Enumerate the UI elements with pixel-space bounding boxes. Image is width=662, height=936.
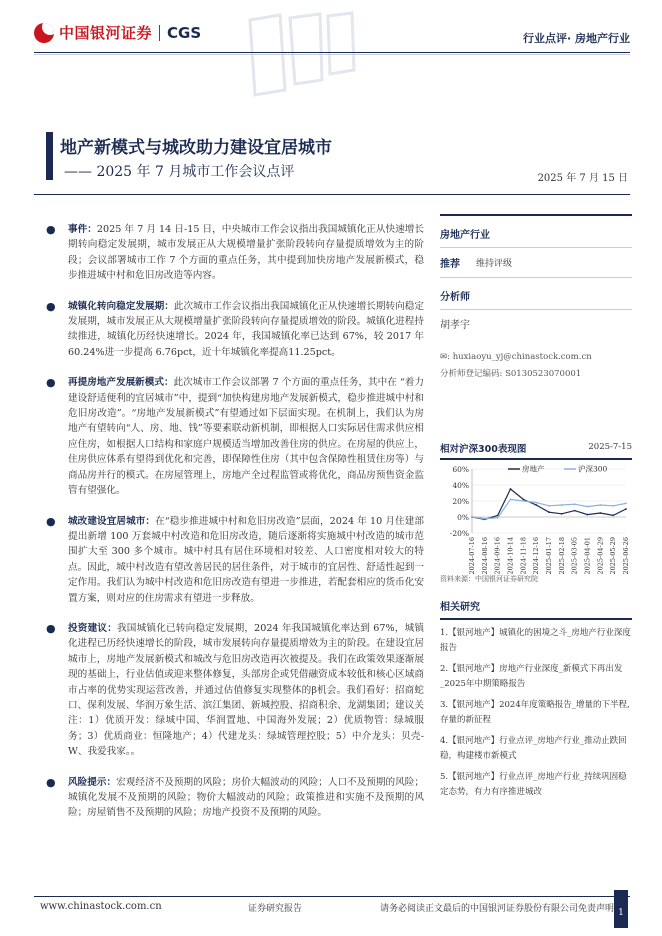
- related-item[interactable]: 4.【银河地产】行业点评_房地产行业_推动止跌回稳，构建楼市新模式: [440, 736, 627, 761]
- footer-disclaimer: 请务必阅读正文最后的中国银河证券股份有限公司免责声明: [380, 904, 615, 914]
- chart-rule: [440, 458, 632, 460]
- data-point: [561, 504, 563, 506]
- y-tick-label: 40%: [452, 481, 469, 490]
- data-point: [612, 515, 614, 517]
- x-tick-label: 2025-01-17: [545, 537, 553, 575]
- data-point: [548, 511, 550, 513]
- chart-svg: [440, 461, 632, 589]
- paragraph-text: 此次城市工作会议部署 7 个方面的重点任务，其中在 “着力建设舒适便利的宜居城市”中，提到“加快构建房地产发展新模式，稳步推进城中村和危旧房改造”。“房地产发展新模式”有望通过如下层面实现。在机制上，我们认为房地产有望转向“人、房、地、钱”等要素联动新机制，即根据人口实际居住需求供应相应住房，如根据人口结构和家庭户规模适当增加改善住房的供应。在房屋的供应上，住房供应体系有望得到优化和完善，即保障性住房（其中包含保障性租赁住房等）与商品房并行的模式。在房屋管理上，房地产全过程监管或将优化，商品房预售资金监管有望强化。: [68, 377, 424, 497]
- sidebar: [440, 214, 632, 379]
- brand-logo: [34, 22, 201, 43]
- y-tick-label: 60%: [452, 465, 469, 474]
- data-point: [561, 513, 563, 515]
- brand-name-cn: 中国银河证券: [59, 24, 153, 42]
- paragraph-renovation: [44, 514, 424, 606]
- chart-title: 相对沪深300表现图: [440, 444, 527, 455]
- header-divider-thin: [34, 54, 630, 55]
- report-category: 行业点评· 房地产行业: [522, 32, 630, 45]
- rating-key: 推荐: [440, 259, 460, 270]
- series-line: [472, 489, 626, 519]
- y-tick-label: -20%: [449, 529, 469, 538]
- logo-separator: [159, 25, 160, 41]
- data-point: [471, 516, 473, 518]
- related-item[interactable]: 5.【银河地产】行业点评_房地产行业_持续巩固稳定态势，有力有序推进城改: [440, 772, 627, 797]
- paragraph-lead: 投资建议：: [68, 622, 117, 634]
- data-point: [574, 503, 576, 505]
- main-content: [44, 222, 424, 836]
- x-tick-label: 2024-12-16: [532, 537, 541, 575]
- legend-label: 房地产: [522, 464, 545, 474]
- bullet-icon: ●: [46, 514, 56, 528]
- logo-icon: [34, 23, 54, 43]
- data-point: [599, 504, 601, 506]
- report-date: 2025 年 7 月 15 日: [537, 173, 628, 184]
- report-subtitle: —— 2025 年 7 月城市工作会议点评: [64, 164, 295, 180]
- y-tick-label: 0%: [457, 513, 469, 522]
- chart-date: 2025-7-15: [588, 442, 632, 452]
- paragraph-text: 在“稳步推进城中村和危旧房改造”层面，2024 年 10 月住建部提出新增 100 万套城中村改造和危旧房改造，随后逐渐将实施城中村改造的城市范围扩大至 300 多个城市。城中村具有居住环境相对较差、人口密度相对较大的特点。因此，城中村改造有望改善居民的居住条件，对于城市的宜居性、舒适性起到一定作用。我们认为城中村改造和危旧房改造有望进一步推进，若配套相应的货币化安置方案，则对应的住房需求有望进一步释放。: [68, 515, 424, 604]
- x-tick-label: 2025-05-29: [609, 537, 618, 575]
- paragraph-lead: 城镇化转向稳定发展期：: [68, 300, 174, 312]
- data-point: [587, 514, 589, 516]
- paragraph-text: 我国城镇化已转向稳定发展期，2024 年我国城镇化率达到 67%，城镇化进程已历经快速增长的阶段，城市发展转向存量提质增效为主的阶段。在建设宜居城市上，房地产发展新模式和城改与危旧房改造再次被提及。我们在政策效果逐渐展现的基础上，行业估值或迎来整体修复，头部房企或凭借融资成本较低和核心区域商市占率的优势实现运营改善，并通过估值修复实现整体的β机会。我们看好：招商蛇口、保利发展、华润万象生活、滨江集团、新城控股、招商积余、龙湖集团；建议关注：1）优质开发：绿城中国、华润置地、中国海外发展；2）优质物管：绿城服务；3）优质商业：恒隆地产；4）代建龙头：绿城管理控股；5）中介龙头：贝壳-W、我爱我家。。: [68, 622, 425, 758]
- related-title: 相关研究: [440, 598, 632, 620]
- paragraph-new-model: [44, 375, 424, 498]
- data-point: [484, 518, 486, 520]
- watermark-icon: [240, 10, 360, 100]
- relative-performance-chart: [440, 441, 632, 589]
- x-tick-label: 2025-03-05: [570, 537, 579, 575]
- paragraph-lead: 事件：: [68, 224, 97, 235]
- data-point: [599, 512, 601, 514]
- analyst-label: 分析师: [440, 278, 632, 310]
- rating-row: [440, 248, 632, 278]
- data-point: [574, 510, 576, 512]
- data-point: [522, 499, 524, 501]
- paragraph-urbanization: [44, 299, 424, 361]
- chart-source: 资料来源：中国银河证券研究院: [440, 575, 538, 583]
- data-point: [625, 503, 627, 505]
- industry-label: 房地产行业: [440, 214, 632, 248]
- data-point: [535, 502, 537, 504]
- data-point: [497, 517, 499, 519]
- x-tick-label: 2025-04-29: [596, 537, 605, 575]
- rating-value: 维持评级: [476, 259, 513, 269]
- x-tick-label: 2024-07-16: [468, 537, 476, 575]
- paragraph-text: 此次城市工作会议指出我国城镇化正从快速增长期转向稳定发展期，城市发展正从大规模增量扩张阶段转向存量提质增效的阶段。城镇化进程持续推进，城镇化历经快速增长。2024 年，我国城镇化率已达到 67%，较 2017 年 60.24%进一步提高 6.76pct，近十年城镇化率提高11.25pct。: [68, 300, 425, 358]
- x-tick-label: 2025-06-26: [622, 537, 630, 575]
- x-tick-label: 2025-04-01: [583, 537, 592, 575]
- y-tick-label: 20%: [452, 497, 469, 506]
- bullet-icon: ●: [46, 299, 56, 313]
- analyst-email[interactable]: ✉: huxiaoyu_yj@chinastock.com.cn: [440, 352, 592, 362]
- related-item[interactable]: 1.【银河地产】城镇化的困境之斗_房地产行业深度报告: [440, 628, 631, 653]
- paragraph-lead: 城改建设宜居城市：: [68, 515, 156, 527]
- paragraph-lead: 再提房地产发展新模式：: [68, 377, 174, 389]
- paragraph-event: [44, 222, 424, 284]
- header-divider: [34, 52, 630, 53]
- title-divider: [34, 194, 630, 195]
- analyst-name: 胡孝宇: [440, 320, 470, 331]
- related-item[interactable]: 2.【银河地产】房地产行业深度_新模式下再出发_2025年中期策略报告: [440, 664, 623, 689]
- footer-divider: [34, 896, 630, 897]
- related-item[interactable]: 3.【银河地产】2024年度策略报告_增量的下半程,存量的新征程: [440, 700, 630, 725]
- analyst-cert: 分析师登记编码: S0130523070001: [440, 369, 582, 379]
- report-title: 地产新模式与城改助力建设宜居城市: [60, 138, 332, 158]
- bullet-icon: ●: [46, 621, 56, 635]
- data-point: [548, 505, 550, 507]
- data-point: [510, 499, 512, 501]
- bullet-icon: ●: [46, 376, 56, 390]
- x-tick-label: 2024-11-18: [519, 537, 528, 575]
- x-tick-label: 2024-10-14: [506, 537, 515, 575]
- page-number: 1: [614, 890, 628, 928]
- x-tick-label: 2025-02-18: [557, 537, 566, 575]
- related-list: [440, 620, 632, 800]
- paragraph-lead: 风险提示：: [68, 776, 117, 788]
- paragraph-risk: [44, 775, 424, 821]
- paragraph-text: 2025 年 7 月 14 日-15 日，中央城市工作会议指出我国城镇化正从快速增长期转向稳定发展期，城市发展正从大规模增量扩张阶段转向存量提质增效为主的阶段；会议部署城市工作 7 个方面的重点任务，其中提到加快房地产发展新模式，稳步推进城中村和危旧房改造等内容。: [68, 224, 424, 282]
- bullet-icon: ●: [46, 223, 56, 236]
- brand-name-en: CGS: [167, 23, 202, 42]
- data-point: [612, 505, 614, 507]
- data-point: [522, 500, 524, 502]
- x-tick-label: 2024-08-16: [480, 537, 489, 575]
- legend-label: 沪深300: [578, 464, 608, 474]
- x-tick-label: 2024-09-16: [493, 537, 502, 575]
- bullet-icon: ●: [46, 775, 56, 789]
- related-research: [440, 598, 632, 806]
- data-point: [510, 488, 512, 490]
- data-point: [535, 504, 537, 506]
- title-accent-bar: [46, 132, 53, 180]
- footer-label: 证券研究报告: [248, 904, 303, 914]
- paragraph-text: 宏观经济不及预期的风险；房价大幅波动的风险；人口不及预期的风险；城镇化发展不及预期的风险；物价大幅波动的风险；政策推进和实施不及预期的风险；房屋销售不及预期的风险；房地产投资不及预期的风险。: [68, 776, 425, 819]
- paragraph-investment: [44, 621, 424, 760]
- data-point: [625, 508, 627, 510]
- data-point: [587, 506, 589, 508]
- footer-url[interactable]: www.chinastock.com.cn: [40, 901, 162, 912]
